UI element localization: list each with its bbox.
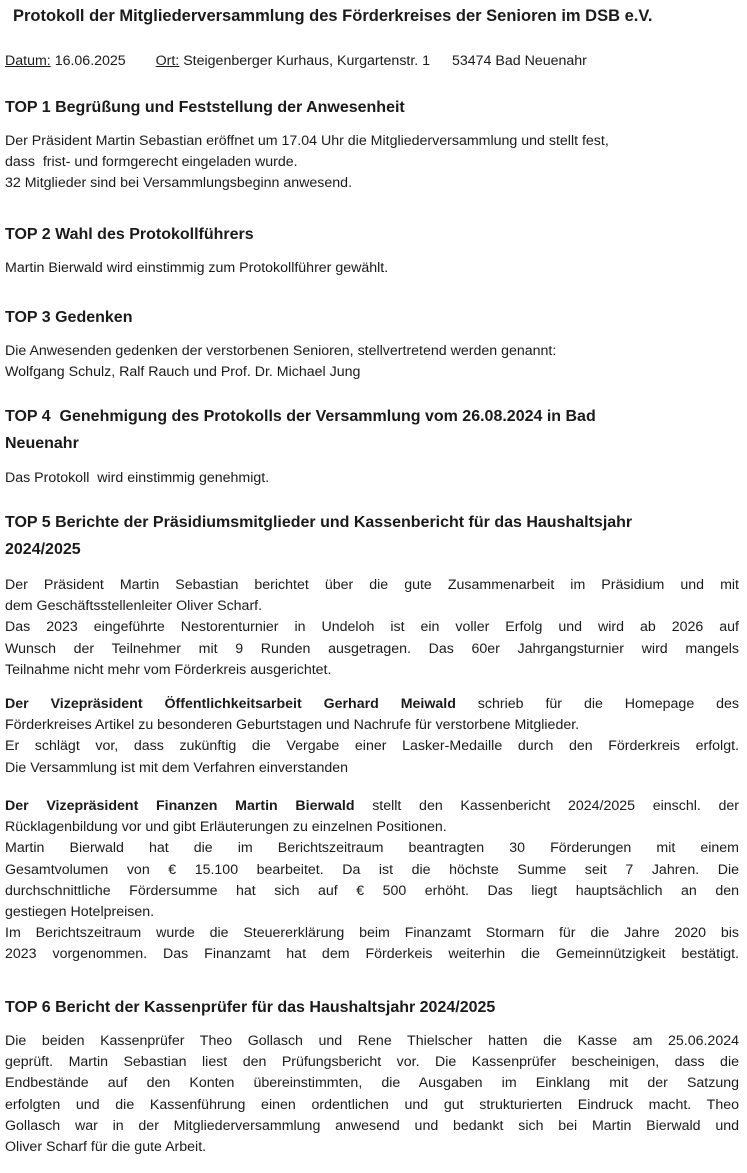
text-line: Rücklagenbildung vor und gibt Erläuterungen zu einzelnen Positionen.	[5, 819, 447, 836]
top5-para-vp-pr	[5, 694, 739, 779]
top4-heading	[5, 403, 739, 457]
top4-body	[5, 468, 739, 489]
text-line: Wolfgang Schulz, Ralf Rauch und Prof. Dr. Michael Jung	[5, 364, 361, 381]
text-line: Gollasch war in der Mitgliederversammlung anwesend und bedankt sich bei Martin Bierwald und	[5, 1117, 739, 1134]
text-line: Martin Bierwald wird einstimmig zum Protokollführer gewählt.	[5, 260, 389, 276]
top5-para-president	[5, 575, 739, 681]
vp-pr-name: Der Vizepräsident Öffentlichkeitsarbeit Gerhard Meiwald	[5, 696, 456, 712]
heading-line: Neuenahr	[5, 435, 79, 452]
text-line: Der Vizepräsident Öffentlichkeitsarbeit Gerhard Meiwald schrieb für die Homepage des	[5, 696, 740, 712]
text-line: Er schlägt vor, dass zukünftig die Vergabe einer Lasker-Medaille durch den Förderkreis erfolgt.	[5, 738, 739, 755]
place-value: Steigenberger Kurhaus, Kurgartenstr. 1	[183, 53, 431, 69]
top6-heading: TOP 6 Bericht der Kassenprüfer für das Haushaltsjahr 2024/2025	[5, 999, 496, 1016]
text-line: Förderkreises Artikel zu besonderen Geburtstagen und Nachrufe für verstorbene Mitglieder.	[5, 717, 580, 734]
top6-body	[5, 1031, 739, 1158]
text-line: Die beiden Kassenprüfer Theo Gollasch und Rene Thielscher hatten die Kasse am 25.06.2024	[5, 1033, 739, 1049]
text-line: Martin Bierwald hat die im Berichtszeitraum beantragten 30 Förderungen mit einem	[5, 840, 739, 857]
text-line: gestiegen Hotelpreisen.	[5, 904, 155, 921]
text-line: Die Versammlung ist mit dem Verfahren einverstanden	[5, 759, 349, 776]
top5-heading	[5, 509, 739, 563]
top5-para-vp-finance	[5, 796, 739, 966]
text-line: Der Vizepräsident Finanzen Martin Bierwald stellt den Kassenbericht 2024/2025 einschl. der	[5, 798, 740, 814]
top1-heading: TOP 1 Begrüßung und Feststellung der Anwesenheit	[5, 99, 405, 116]
top3-heading: TOP 3 Gedenken	[5, 309, 133, 326]
text-line: durchschnittliche Fördersumme hat sich auf € 500 erhöht. Das liegt hauptsächlich an den	[5, 882, 739, 899]
top3-body	[5, 341, 739, 383]
text-line: dem Geschäftsstellenleiter Oliver Scharf.	[5, 598, 263, 615]
text-line: erfolgten und die Kassenführung einen ordentlichen und gut strukturierten Eindruck macht. Theo	[5, 1096, 739, 1113]
text-line: Teilnahme nicht mehr vom Förderkreis ausgerichtet.	[5, 661, 332, 678]
text-line: 32 Mitglieder sind bei Versammlungsbeginn anwesend.	[5, 175, 353, 192]
text-line: Das Protokoll wird einstimmig genehmigt.	[5, 470, 270, 486]
text-line: Im Berichtszeitraum wurde die Steuererklärung beim Finanzamt Stormarn für die Jahre 2020 bis	[5, 925, 739, 942]
text-line: geprüft. Martin Sebastian liest den Prüfungsbericht vor. Die Kassenprüfer bescheinigen, dass die	[5, 1054, 739, 1071]
text-line: Gesamtvolumen von € 15.100 bearbeitet. Da ist die höchste Summe seit 7 Jahren. Die	[5, 861, 739, 878]
meeting-meta	[5, 53, 739, 69]
text-line: Der Präsident Martin Sebastian eröffnet um 17.04 Uhr die Mitgliederversammlung und stellt fest,	[5, 133, 609, 149]
heading-line: TOP 4 Genehmigung des Protokolls der Versammlung vom 26.08.2024 in Bad	[5, 408, 596, 425]
text-line: Die Anwesenden gedenken der verstorbenen Senioren, stellvertretend werden genannt:	[5, 343, 557, 359]
heading-line: 2024/2025	[5, 541, 81, 558]
text-line: Der Präsident Martin Sebastian berichtet über die gute Zusammenarbeit im Präsidium und mit	[5, 577, 739, 593]
date-value: 16.06.2025	[54, 53, 126, 69]
top1-body	[5, 131, 739, 195]
top2-body	[5, 258, 739, 279]
top2-heading: TOP 2 Wahl des Protokollführers	[5, 226, 254, 243]
text-line: Wunsch der Teilnehmer mit 9 Runden ausgetragen. Das 60er Jahrgangsturnier wird mangels	[5, 640, 739, 657]
text-line: 2023 vorgenommen. Das Finanzamt hat dem Förderkeis weiterhin die Gemeinnützigkeit bestätigt.	[5, 946, 739, 963]
heading-line: TOP 5 Berichte der Präsidiumsmitglieder und Kassenbericht für das Haushaltsjahr	[5, 514, 633, 531]
vp-finance-name: Der Vizepräsident Finanzen Martin Bierwald	[5, 798, 355, 814]
postal-city: 53474 Bad Neuenahr	[451, 53, 587, 69]
text-line: dass frist- und formgerecht eingeladen wurde.	[5, 154, 298, 171]
date-label: Datum:	[5, 53, 51, 69]
place-label: Ort:	[155, 53, 180, 69]
text-line: Endbestände auf den Konten übereinstimmten, die Ausgaben im Einklang mit der Satzung	[5, 1075, 739, 1092]
text-line: Oliver Scharf für die gute Arbeit.	[5, 1139, 207, 1156]
document-title: Protokoll der Mitgliederversammlung des Förderkreises der Senioren im DSB e.V.	[13, 7, 653, 25]
text-line: Das 2023 eingeführte Nestorenturnier in Undeloh ist ein voller Erfolg und wird ab 2026 auf	[5, 619, 739, 636]
